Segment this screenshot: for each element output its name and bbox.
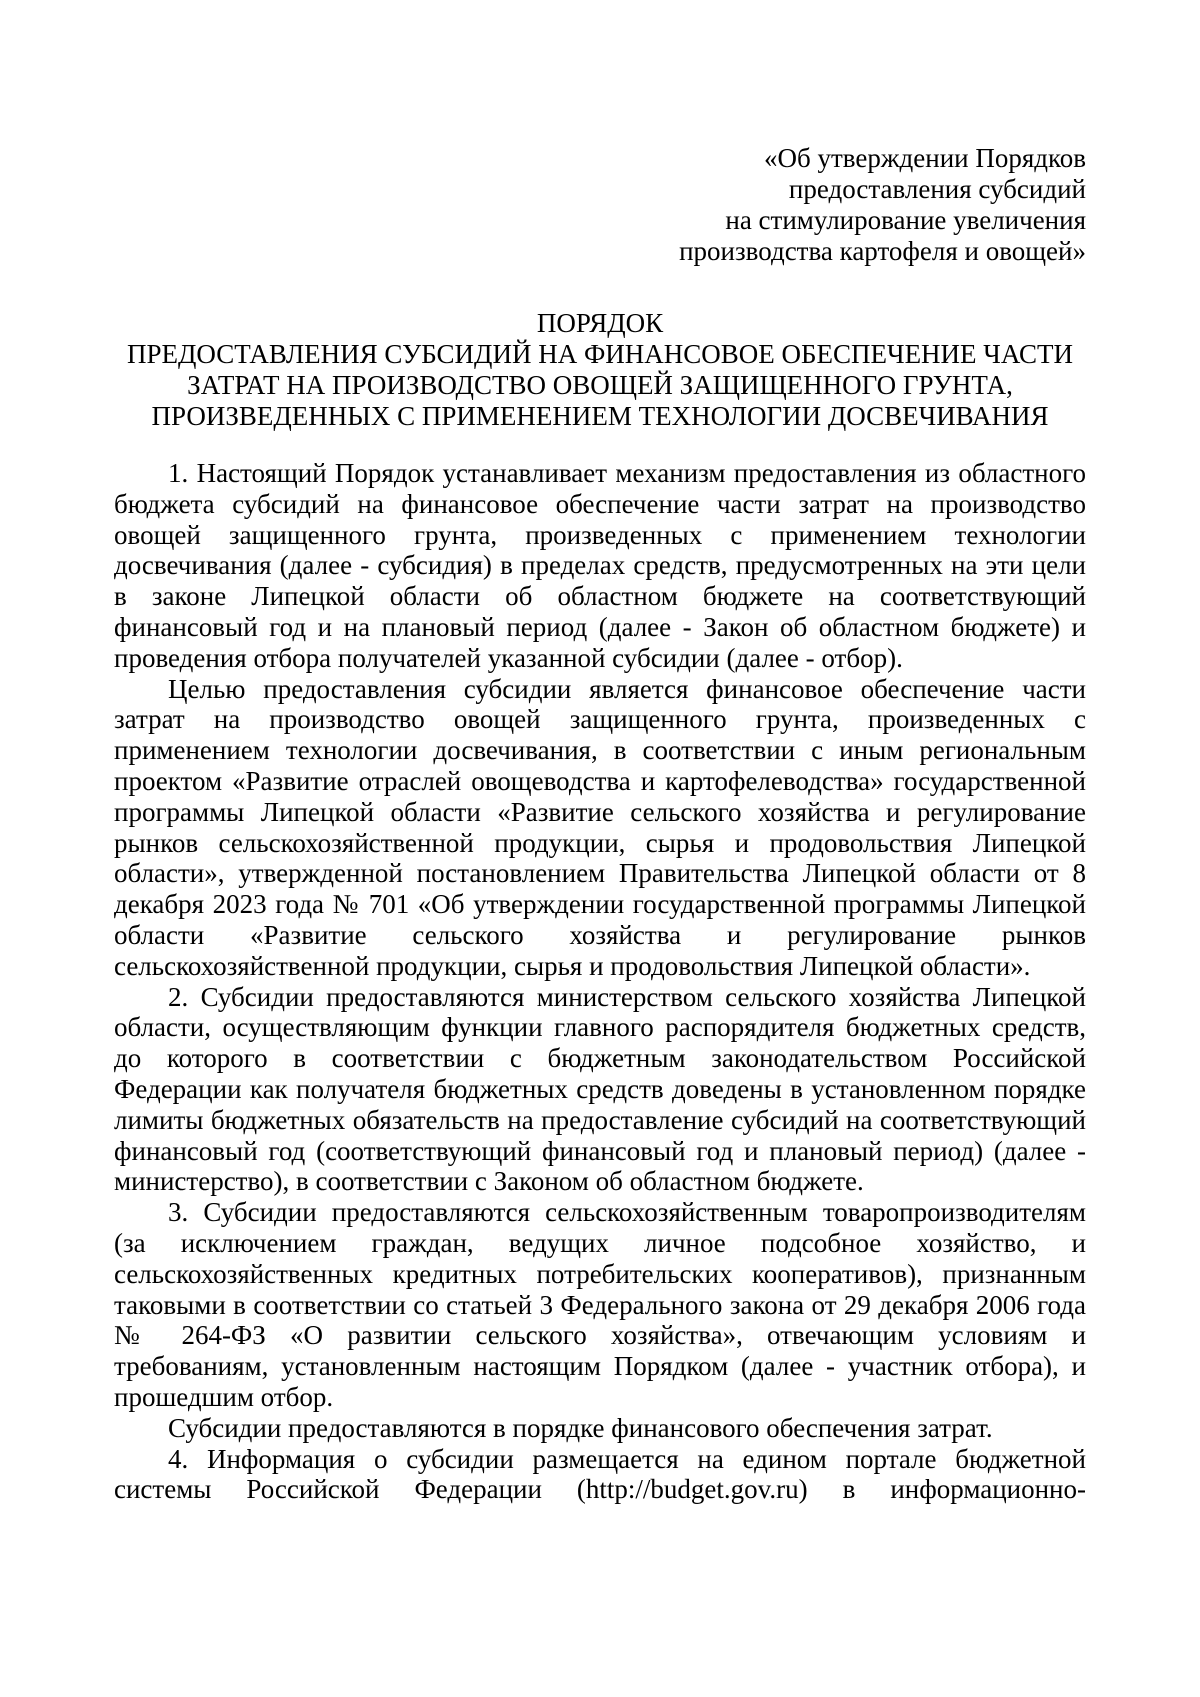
title-line: ПОРЯДОК bbox=[536, 308, 664, 338]
header-line: «Об утверждении Порядков bbox=[764, 143, 1086, 173]
title-line: ПРЕДОСТАВЛЕНИЯ СУБСИДИЙ НА ФИНАНСОВОЕ ОБЕСПЕЧЕНИЕ ЧАСТИ bbox=[126, 339, 1073, 369]
header-line: производства картофеля и овощей» bbox=[679, 236, 1086, 266]
paragraph-purpose: Целью предоставления субсидии является финансовое обеспечение части затрат на производство овощей защищенного грунта, произведенных с применением технологии досвечивания, в соответствии с иным региональным проектом «Развитие отраслей овощеводства и картофелеводства» государственной программы Липецкой области «Развитие сельского хозяйства и регулирование рынков сельскохозяйственной продукции, сырья и продовольствия Липецкой области», утвержденной постановлением Правительства Липецкой области от 8 декабря 2023 года № 701 «Об утверждении государственной программы Липецкой области «Развитие сельского хозяйства и регулирование рынков сельскохозяйственной продукции, сырья и продовольствия Липецкой области». bbox=[114, 673, 1086, 981]
title-line: ЗАТРАТ НА ПРОИЗВОДСТВО ОВОЩЕЙ ЗАЩИЩЕННОГО ГРУНТА, bbox=[187, 370, 1013, 400]
paragraph-1: 1. Настоящий Порядок устанавливает механизм предоставления из областного бюджета субсидий на финансовое обеспечение части затрат на производство овощей защищенного грунта, произведенных с применением технологии досвечивания (далее - субсидия) в пределах средств, предусмотренных на эти цели в законе Липецкой области об областном бюджете на соответствующий финансовый год и на плановый период (далее - Закон об областном бюджете) и проведения отбора получателей указанной субсидии (далее - отбор). bbox=[114, 458, 1086, 673]
title-line: ПРОИЗВЕДЕННЫХ С ПРИМЕНЕНИЕМ ТЕХНОЛОГИИ ДОСВЕЧИВАНИЯ bbox=[151, 401, 1049, 431]
header-line: на стимулирование увеличения bbox=[725, 205, 1086, 235]
document-title bbox=[100, 308, 1100, 432]
paragraph-3: 3. Субсидии предоставляются сельскохозяйственным товаропроизводителям (за исключением граждан, ведущих личное подсобное хозяйство, и сельскохозяйственных кредитных потребительских кооперативов), признанным таковыми в соответствии со статьей 3 Федерального закона от 29 декабря 2006 года № 264-ФЗ «О развитии сельского хозяйства», отвечающим условиям и требованиям, установленным настоящим Порядком (далее - участник отбора), и прошедшим отбор. bbox=[114, 1197, 1086, 1412]
document-reference-header bbox=[566, 143, 1086, 267]
paragraph-4: 4. Информация о субсидии размещается на едином портале бюджетной системы Российской Федерации (http://budget.gov.ru) в информационно- bbox=[114, 1443, 1086, 1505]
paragraph-financing: Субсидии предоставляются в порядке финансового обеспечения затрат. bbox=[168, 1412, 993, 1443]
paragraph-2: 2. Субсидии предоставляются министерством сельского хозяйства Липецкой области, осуществляющим функции главного распорядителя бюджетных средств, до которого в соответствии с бюджетным законодательством Российской Федерации как получателя бюджетных средств доведены в установленном порядке лимиты бюджетных обязательств на предоставление субсидий на соответствующий финансовый год (соответствующий финансовый год и плановый период) (далее - министерство), в соответствии с Законом об областном бюджете. bbox=[114, 981, 1086, 1197]
header-line: предоставления субсидий bbox=[788, 174, 1086, 204]
document-body bbox=[114, 458, 1086, 1505]
